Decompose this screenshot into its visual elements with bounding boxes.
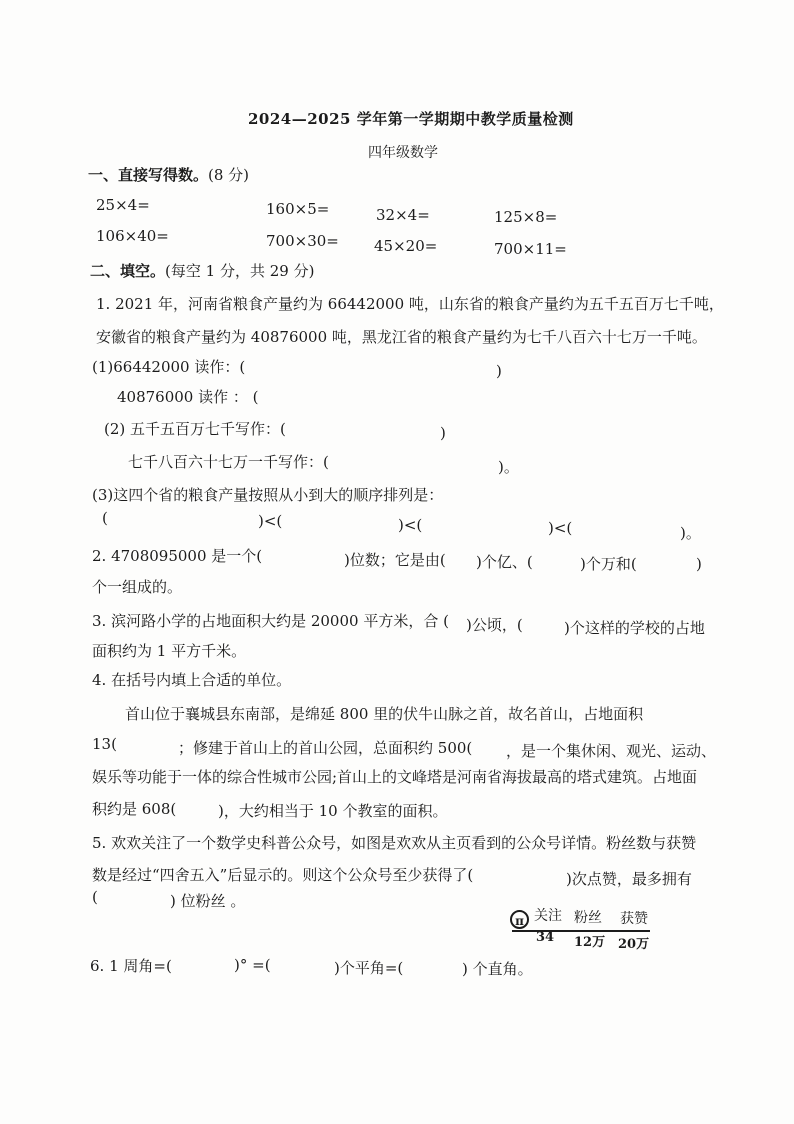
problem-6: 700×30= (266, 232, 339, 250)
q4-line3-c: ，是一个集休闲、观光、运动、 (506, 742, 717, 760)
q4-line3-b: ；修建于首山上的首山公园，总面积约 500( (178, 739, 473, 757)
section2-heading (90, 260, 314, 281)
stats-label-fans: 粉丝 (574, 910, 602, 926)
account-pi-icon: π (510, 910, 529, 929)
q2-line1-d: )个万和( (580, 555, 637, 573)
q5-line3-b: ) 位粉丝 。 (170, 892, 246, 910)
q2-line1-c: )个亿、( (476, 553, 533, 571)
q1-order-sep-2: )<( (398, 516, 423, 534)
q2-line1-e: ) (696, 555, 702, 573)
section1-title: 一、直接写得数。 (88, 166, 209, 184)
q1-part1-a: (1)66442000 读作：( (92, 358, 246, 376)
q1-line2: 安徽省的粮食产量约为 40876000 吨，黑龙江省的粮食产量约为七千八百六十七万一千吨。 (96, 328, 707, 346)
stats-value-fans: 12万 (574, 935, 606, 950)
problem-5: 106×40= (96, 227, 169, 245)
problem-8: 700×11= (494, 240, 567, 258)
q1-part3: (3)这四个省的粮食产量按照从小到大的顺序排列是： (92, 486, 444, 504)
q6-b: )° =( (234, 956, 271, 974)
q1-line1: 1. 2021 年，河南省粮食产量约为 66442000 吨，山东省的粮食产量约为五千五百万七千吨， (96, 295, 724, 313)
q2-line1-b: )位数；它是由( (344, 551, 446, 569)
q6-c: )个平角=( (334, 959, 404, 977)
q3-line1-c: )个这样的学校的占地 (564, 619, 705, 637)
q1-part2-b: 七千八百六十七万一千写作：( (128, 453, 329, 471)
q1-part2-a-close: ) (440, 424, 446, 442)
q1-part1-b: 40876000 读作 ： ( (117, 388, 259, 406)
stats-value-follow: 34 (536, 930, 555, 945)
q4-line1: 4. 在括号内填上合适的单位。 (92, 671, 292, 689)
q1-order-end: )。 (680, 524, 701, 542)
q4-line5-b: )，大约相当于 10 个教室的面积。 (218, 802, 448, 820)
section1-points: (8 分) (208, 166, 250, 184)
problem-2: 160×5= (266, 200, 330, 218)
q4-line3-a: 13( (92, 735, 117, 753)
q3-line1-a: 3. 滨河路小学的占地面积大约是 20000 平方米，合 ( (92, 612, 449, 630)
problem-3: 32×4= (376, 206, 430, 224)
section2-points: (每空 1 分，共 29 分) (165, 262, 315, 280)
q3-line1-b: )公顷，( (466, 616, 523, 634)
q6-a: 6. 1 周角=( (90, 957, 172, 975)
q1-part1-a-close: ) (496, 362, 502, 380)
q2-line1-a: 2. 4708095000 是一个( (92, 547, 263, 565)
q5-line2-a: 数是经过“四舍五入”后显示的。则这个公众号至少获得了( (92, 866, 474, 884)
stats-value-likes: 20万 (618, 937, 650, 952)
q1-part2-b-close: )。 (498, 458, 519, 476)
q5-line3-a: ( (92, 888, 98, 906)
q5-line1: 5. 欢欢关注了一个数学史科普公众号，如图是欢欢从主页看到的公众号详情。粉丝数与获赞 (92, 834, 697, 852)
q4-line2: 首山位于襄城县东南部，是绵延 800 里的伏牛山脉之首，故名首山，占地面积 (125, 705, 644, 723)
problem-1: 25×4= (96, 196, 150, 214)
q1-order-open: ( (102, 509, 108, 527)
section1-heading (88, 164, 249, 185)
q4-line5-a: 积约是 608( (92, 800, 177, 818)
problem-7: 45×20= (374, 237, 438, 255)
exam-title: 2024—2025 学年第一学期期中教学质量检测 (248, 110, 574, 128)
q1-order-sep-1: )<( (258, 512, 283, 530)
q1-part2-a: (2) 五千五百万七千写作：( (104, 420, 286, 438)
q2-line2: 个一组成的。 (92, 578, 183, 596)
stats-label-follow: 关注 (534, 908, 562, 924)
q1-order-sep-3: )<( (548, 519, 573, 537)
exam-subtitle: 四年级数学 (368, 145, 438, 161)
stats-label-likes: 获赞 (620, 911, 648, 927)
q5-line2-b: )次点赞，最多拥有 (566, 870, 692, 888)
q3-line2: 面积约为 1 平方千米。 (92, 642, 247, 660)
problem-4: 125×8= (494, 208, 558, 226)
section2-title: 二、填空。 (90, 262, 166, 280)
q4-line4: 娱乐等功能于一体的综合性城市公园;首山上的文峰塔是河南省海拔最高的塔式建筑。占地面 (92, 768, 698, 786)
q6-d: ) 个直角。 (462, 960, 533, 978)
